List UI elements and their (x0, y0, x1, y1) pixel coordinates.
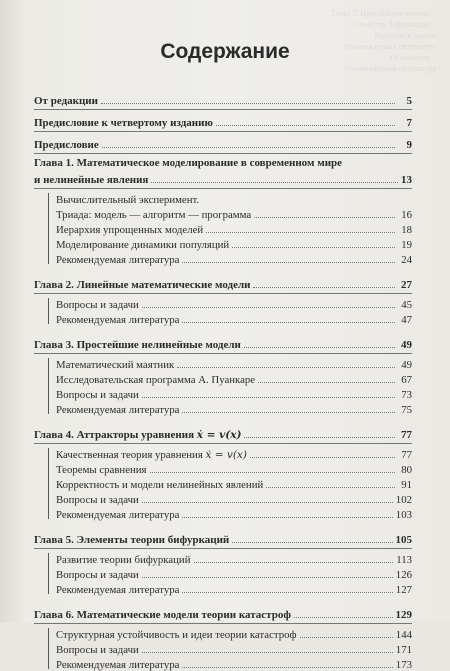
toc-section-title: Вопросы и задачи (56, 299, 139, 311)
dot-leader (254, 217, 395, 218)
toc-page-number: 126 (395, 569, 412, 581)
toc-section-title: Вопросы и задачи (56, 569, 139, 581)
math-formula: ẋ = v(x) (196, 429, 242, 441)
toc-entry[interactable] (34, 112, 412, 129)
dot-leader (294, 617, 393, 618)
dot-leader (177, 367, 395, 368)
divider (34, 131, 412, 132)
dot-leader (101, 103, 395, 104)
toc-chapter-title: Глава 3. Простейшие нелинейные модели (34, 339, 241, 351)
toc-page-number: 75 (401, 404, 412, 416)
toc-page-number: 27 (401, 279, 412, 291)
toc-section-title: Качественная теория уравнения (56, 449, 203, 461)
toc-section-title: Рекомендуемая литература (56, 314, 180, 326)
dot-leader (253, 287, 395, 288)
toc-entry-title: От редакции (34, 95, 98, 107)
bleed-line: Глава 7. Простейшие модели... (331, 9, 436, 18)
toc-page-number: 105 (395, 534, 412, 546)
toc-section-title: Вопросы и задачи (56, 644, 139, 656)
toc-page-number: 113 (396, 554, 412, 566)
toc-section-entry[interactable] (34, 446, 412, 461)
toc-section-group (34, 356, 412, 416)
dot-leader (142, 577, 393, 578)
dot-leader (182, 412, 395, 413)
toc-section-title: Рекомендуемая литература (56, 584, 180, 596)
toc-section-entry[interactable] (34, 476, 412, 491)
dot-leader (258, 382, 395, 383)
dot-leader (142, 652, 393, 653)
toc-page-number: 144 (395, 629, 412, 641)
toc-chapter-title: Глава 6. Математические модели теории катастроф (34, 609, 291, 621)
dot-leader (216, 125, 395, 126)
toc-section-entry[interactable] (34, 356, 412, 371)
dot-leader (300, 637, 393, 638)
page-title: Содержание (160, 40, 290, 63)
toc-section-entry[interactable] (34, 491, 412, 506)
toc-page-number: 13 (401, 174, 412, 186)
toc-chapter-title: Глава 4. Аттракторы уравнения (34, 429, 195, 441)
toc-section-entry[interactable] (34, 221, 412, 236)
toc-section-title: Рекомендуемая литература (56, 254, 180, 266)
toc-page-number: 16 (401, 209, 412, 221)
toc-section-entry[interactable] (34, 371, 412, 386)
toc-page-number: 47 (401, 314, 412, 326)
toc-page-number: 80 (401, 464, 412, 476)
toc-section-title: Вопросы и задачи (56, 494, 139, 506)
toc-chapter-entry[interactable] (34, 604, 412, 621)
toc-section-title-wrap (56, 449, 247, 461)
toc-section-group (34, 626, 412, 671)
toc-entry-title: Предисловие (34, 139, 99, 151)
toc-page-number: 45 (401, 299, 412, 311)
toc-section-title: Исследовательская программа А. Пуанкаре (56, 374, 256, 386)
toc-page-number: 9 (406, 139, 412, 151)
toc-page-number: 19 (401, 239, 412, 251)
dot-leader (244, 437, 395, 438)
toc-chapter-title: Глава 5. Элементы теории бифуркаций (34, 534, 230, 546)
toc-page-number: 129 (395, 609, 412, 621)
divider (34, 188, 412, 189)
divider (34, 443, 412, 444)
toc-section-entry[interactable] (34, 581, 412, 596)
dot-leader (142, 502, 393, 503)
dot-leader (142, 307, 395, 308)
toc-page-number: 67 (401, 374, 412, 386)
toc-page-number: 7 (406, 117, 412, 129)
toc-page-number: 5 (406, 95, 412, 107)
toc-page-number: 24 (401, 254, 412, 266)
toc-section-title: Рекомендуемая литература (56, 509, 180, 521)
toc-chapter-title-wrap (34, 429, 241, 441)
toc-entry[interactable] (34, 90, 412, 107)
divider (34, 623, 412, 624)
toc-section-entry[interactable] (34, 251, 412, 266)
dot-leader (206, 232, 395, 233)
bleed-line: Рекомендуемая литература (344, 42, 436, 51)
toc-chapter-entry[interactable] (34, 424, 412, 441)
toc-chapter-entry[interactable] (34, 334, 412, 351)
math-formula: ẋ = v(x) (205, 449, 247, 461)
divider (34, 293, 412, 294)
toc-section-title: Вычислительный эксперимент. (56, 194, 200, 206)
toc-entry[interactable] (34, 134, 412, 151)
toc-section-entry[interactable] (34, 641, 412, 656)
dot-leader (182, 262, 395, 263)
toc-page-number: 127 (395, 584, 412, 596)
toc-chapter-entry[interactable] (34, 274, 412, 291)
toc-section-title: Математический маятник (56, 359, 175, 371)
toc-chapter-entry[interactable] (34, 529, 412, 546)
toc-chapter-entry[interactable] (34, 156, 412, 186)
dot-leader (102, 147, 395, 148)
dot-leader (194, 562, 394, 563)
toc-section-entry[interactable] (34, 191, 412, 206)
toc-chapter-title: Глава 1. Математическое моделирование в современном мире (34, 157, 343, 169)
toc-section-title: Развитие теории бифуркаций (56, 554, 191, 566)
toc-chapter-title-cont: и нелинейные явления (34, 174, 149, 186)
toc-section-title: Моделирование динамики популяций (56, 239, 230, 251)
toc-section-entry[interactable] (34, 386, 412, 401)
dot-leader (182, 517, 392, 518)
toc-section-entry[interactable] (34, 551, 412, 566)
dot-leader (244, 347, 395, 348)
dot-leader (142, 397, 395, 398)
toc-section-title: Корректность и модели нелинейных явлений (56, 479, 264, 491)
toc-section-group (34, 551, 412, 596)
toc-page-number: 102 (395, 494, 412, 506)
dot-leader (151, 182, 398, 183)
toc-page-number: 103 (395, 509, 412, 521)
toc-entry-title: Предисловие к четвертому изданию (34, 117, 213, 129)
divider (34, 109, 412, 110)
toc-page-number: 77 (401, 449, 412, 461)
toc-section-entry[interactable] (34, 566, 412, 581)
toc-page-number: 173 (395, 659, 412, 671)
toc-page-number: 18 (401, 224, 412, 236)
toc-section-entry[interactable] (34, 626, 412, 641)
toc-section-group (34, 191, 412, 266)
dot-leader (150, 472, 395, 473)
divider (34, 153, 412, 154)
toc-section-title: Рекомендуемая литература (56, 659, 180, 671)
bleed-line: Оглавление... (390, 53, 436, 62)
toc-chapter-title: Глава 2. Линейные математические модели (34, 279, 251, 291)
bleed-line: Свойства бифуркаций... (354, 20, 436, 29)
toc-page-number: 49 (401, 339, 412, 351)
toc-section-entry[interactable] (34, 236, 412, 251)
divider (34, 353, 412, 354)
toc-section-entry[interactable] (34, 206, 412, 221)
toc-section-entry[interactable] (34, 401, 412, 416)
toc-section-title: Триада: модель — алгоритм — программа (56, 209, 252, 221)
toc-section-entry[interactable] (34, 296, 412, 311)
divider (34, 548, 412, 549)
toc-section-entry[interactable] (34, 506, 412, 521)
toc-section-title: Теоремы сравнения (56, 464, 147, 476)
toc-section-entry[interactable] (34, 656, 412, 671)
toc-section-entry[interactable] (34, 311, 412, 326)
toc-section-title: Иерархия упрощенных моделей (56, 224, 204, 236)
table-of-contents (34, 90, 412, 671)
toc-section-entry[interactable] (34, 461, 412, 476)
dot-leader (182, 667, 392, 668)
toc-page-number: 73 (401, 389, 412, 401)
dot-leader (232, 247, 395, 248)
toc-section-title: Рекомендуемая литература (56, 404, 180, 416)
toc-section-title: Структурная устойчивость и идеи теории катастроф (56, 629, 297, 641)
dot-leader (232, 542, 392, 543)
dot-leader (266, 487, 395, 488)
toc-page-number: 171 (395, 644, 412, 656)
toc-page-number: 49 (401, 359, 412, 371)
bleed-line: Вопросы и задачи (374, 31, 436, 40)
toc-page-number: 77 (401, 429, 412, 441)
bleed-line: Рекомендуемая литература (344, 64, 436, 73)
dot-leader (250, 457, 395, 458)
toc-section-group (34, 446, 412, 521)
dot-leader (182, 322, 395, 323)
toc-page-number: 91 (401, 479, 412, 491)
toc-section-group (34, 296, 412, 326)
toc-section-title: Вопросы и задачи (56, 389, 139, 401)
dot-leader (182, 592, 392, 593)
